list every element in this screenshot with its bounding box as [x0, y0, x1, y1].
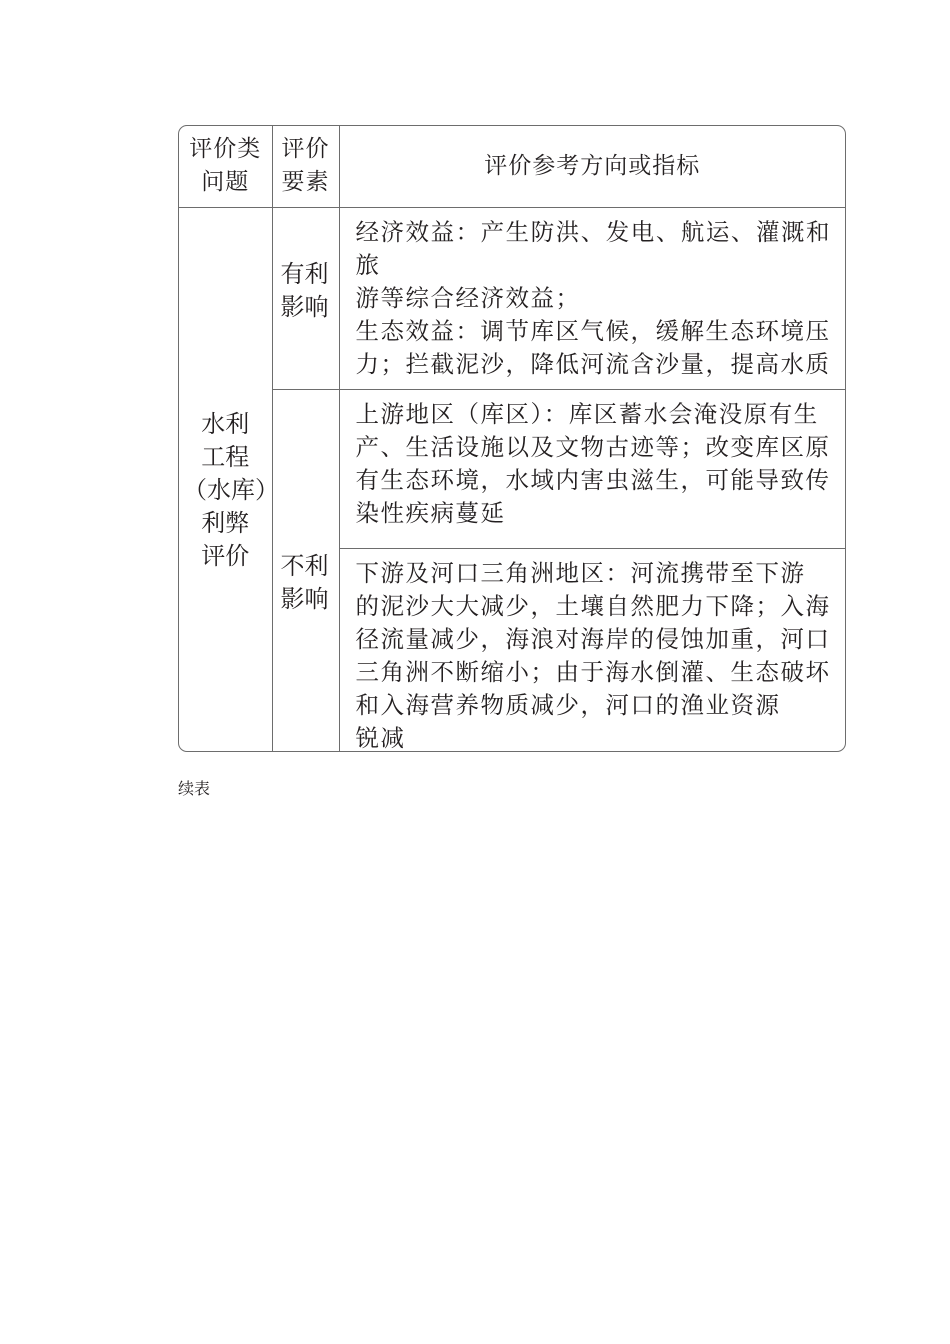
category-cell: 水利 工程 （水库） 利弊 评价 [179, 207, 272, 752]
evaluation-table [178, 125, 846, 752]
table-row-unfavorable-upstream [179, 389, 845, 548]
header-evaluation-category: 评价类 问题 [179, 126, 272, 207]
table-row-favorable [179, 207, 845, 389]
continued-table-caption: 续表 [178, 779, 211, 798]
factor-favorable: 有利 影响 [272, 207, 339, 389]
favorable-content: 经济效益：产生防洪、发电、航运、灌溉和旅 游等综合经济效益； 生态效益：调节库区气候，缓解生态环境压 力；拦截泥沙，降低河流含沙量，提高水质 [339, 207, 845, 389]
header-evaluation-indicators: 评价参考方向或指标 [339, 126, 845, 207]
header-evaluation-factor: 评价 要素 [272, 126, 339, 207]
table-header-row [179, 126, 845, 207]
factor-unfavorable: 不利 影响 [272, 389, 339, 752]
upstream-content: 上游地区（库区）：库区蓄水会淹没原有生 产、生活设施以及文物古迹等；改变库区原 有生态环境，水域内害虫滋生，可能导致传 染性疾病蔓延 [339, 389, 845, 548]
downstream-content: 下游及河口三角洲地区：河流携带至下游 的泥沙大大减少，土壤自然肥力下降；入海 径流量减少，海浪对海岸的侵蚀加重，河口 三角洲不断缩小；由于海水倒灌、生态破坏 和入海营养物质减少，河口的渔业资源 锐减 [339, 548, 845, 752]
evaluation-table-grid [179, 126, 845, 752]
